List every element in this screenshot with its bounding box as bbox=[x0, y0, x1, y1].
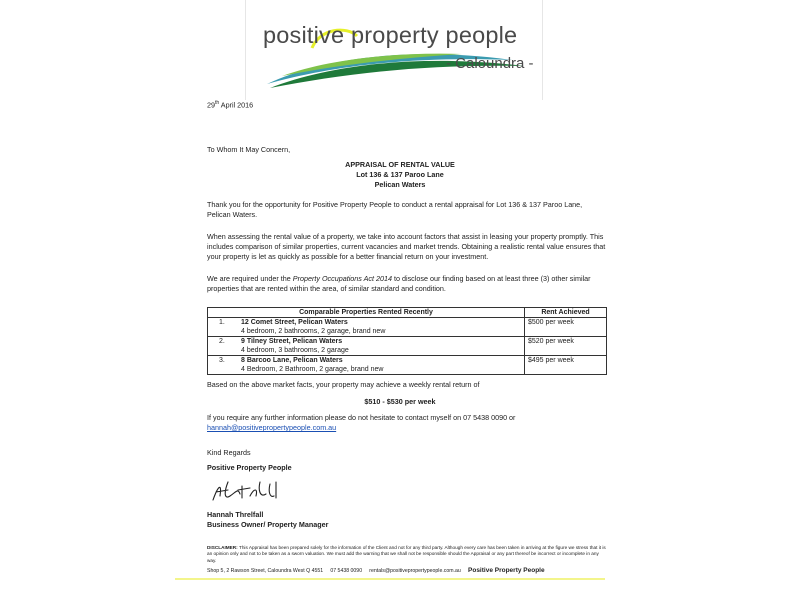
rent-cell: $500 per week bbox=[525, 318, 607, 337]
email-link[interactable]: hannah@positivepropertypeople.com.au bbox=[207, 423, 337, 432]
table-header-row bbox=[208, 308, 607, 318]
table-row bbox=[208, 356, 607, 375]
signer-name: Hannah Threlfall bbox=[207, 510, 264, 519]
intro-paragraph: Thank you for the opportunity for Positive Property People to conduct a rental appraisal for Lot 136 & 137 Paroo Lane, Pelican Waters. bbox=[207, 200, 583, 219]
suburb-line: Pelican Waters bbox=[374, 180, 426, 189]
footer-contact: Shop 5, 2 Rawson Street, Caloundra West Q 4551 07 5438 0090 rentals@positivepropertypeople.com.au Positive Property People bbox=[207, 567, 545, 574]
signer-title: Business Owner/ Property Manager bbox=[207, 520, 329, 529]
contact-line: If you require any further information please do not hesitate to contact myself on 07 5438 0090 or bbox=[207, 413, 516, 422]
logo-tagline: - Caloundra - bbox=[446, 55, 534, 72]
salutation: To Whom It May Concern, bbox=[207, 145, 291, 154]
market-line: Based on the above market facts, your property may achieve a weekly rental return of bbox=[207, 380, 480, 389]
table-row bbox=[208, 318, 607, 337]
company-name: Positive Property People bbox=[207, 463, 292, 472]
rent-cell: $520 per week bbox=[525, 337, 607, 356]
header-rent: Rent Achieved bbox=[525, 308, 607, 318]
rent-cell: $495 per week bbox=[525, 356, 607, 375]
table-row bbox=[208, 337, 607, 356]
property-line: Lot 136 & 137 Paroo Lane bbox=[356, 170, 444, 179]
logo-brand-text: positive property people bbox=[263, 22, 518, 48]
property-cell: 3. 8 Barcoo Lane, Pelican Waters 4 Bedroom, 2 Bathroom, 2 garage, brand new bbox=[208, 356, 525, 375]
assessment-paragraph: When assessing the rental value of a property, we take into account factors that assist in leasing your property promptly. This includes comparison of similar properties, current vacancies and market trends. Obtaining a realistic rental value ensures that your property is let as quickly as possible for a better financial return on your investment. bbox=[207, 232, 606, 261]
header-property: Comparable Properties Rented Recently bbox=[208, 308, 525, 318]
footer-divider bbox=[175, 578, 605, 580]
disclaimer: DISCLAIMER: This Appraisal has been prepared solely for the information of the Client and not for any third party. Although every care has been taken in arriving at the figure we stress that it is an opinion only and not to be taken as a sworn valuation. We must add the warning that we shall not be responsible should the Appraisal or any part thereof be incorrect or incomplete in any way. bbox=[207, 545, 606, 563]
letter-heading: APPRAISAL OF RENTAL VALUE bbox=[345, 160, 455, 169]
property-cell: 1. 12 Comet Street, Pelican Waters 4 bedroom, 2 bathrooms, 2 garage, brand new bbox=[208, 318, 525, 337]
comparable-properties-table bbox=[207, 307, 607, 375]
property-cell: 2. 9 Tilney Street, Pelican Waters 4 bedroom, 3 bathrooms, 2 garage bbox=[208, 337, 525, 356]
rental-range: $510 - $530 per week bbox=[364, 397, 436, 406]
letter-date: 29th April 2016 bbox=[207, 100, 254, 110]
closing: Kind Regards bbox=[207, 448, 251, 457]
signature-icon bbox=[210, 478, 290, 506]
legislation-paragraph: We are required under the Property Occupations Act 2014 to disclose our finding based on at least three (3) other similar properties that are rented within the area, of similar standard and condition. bbox=[207, 274, 591, 293]
